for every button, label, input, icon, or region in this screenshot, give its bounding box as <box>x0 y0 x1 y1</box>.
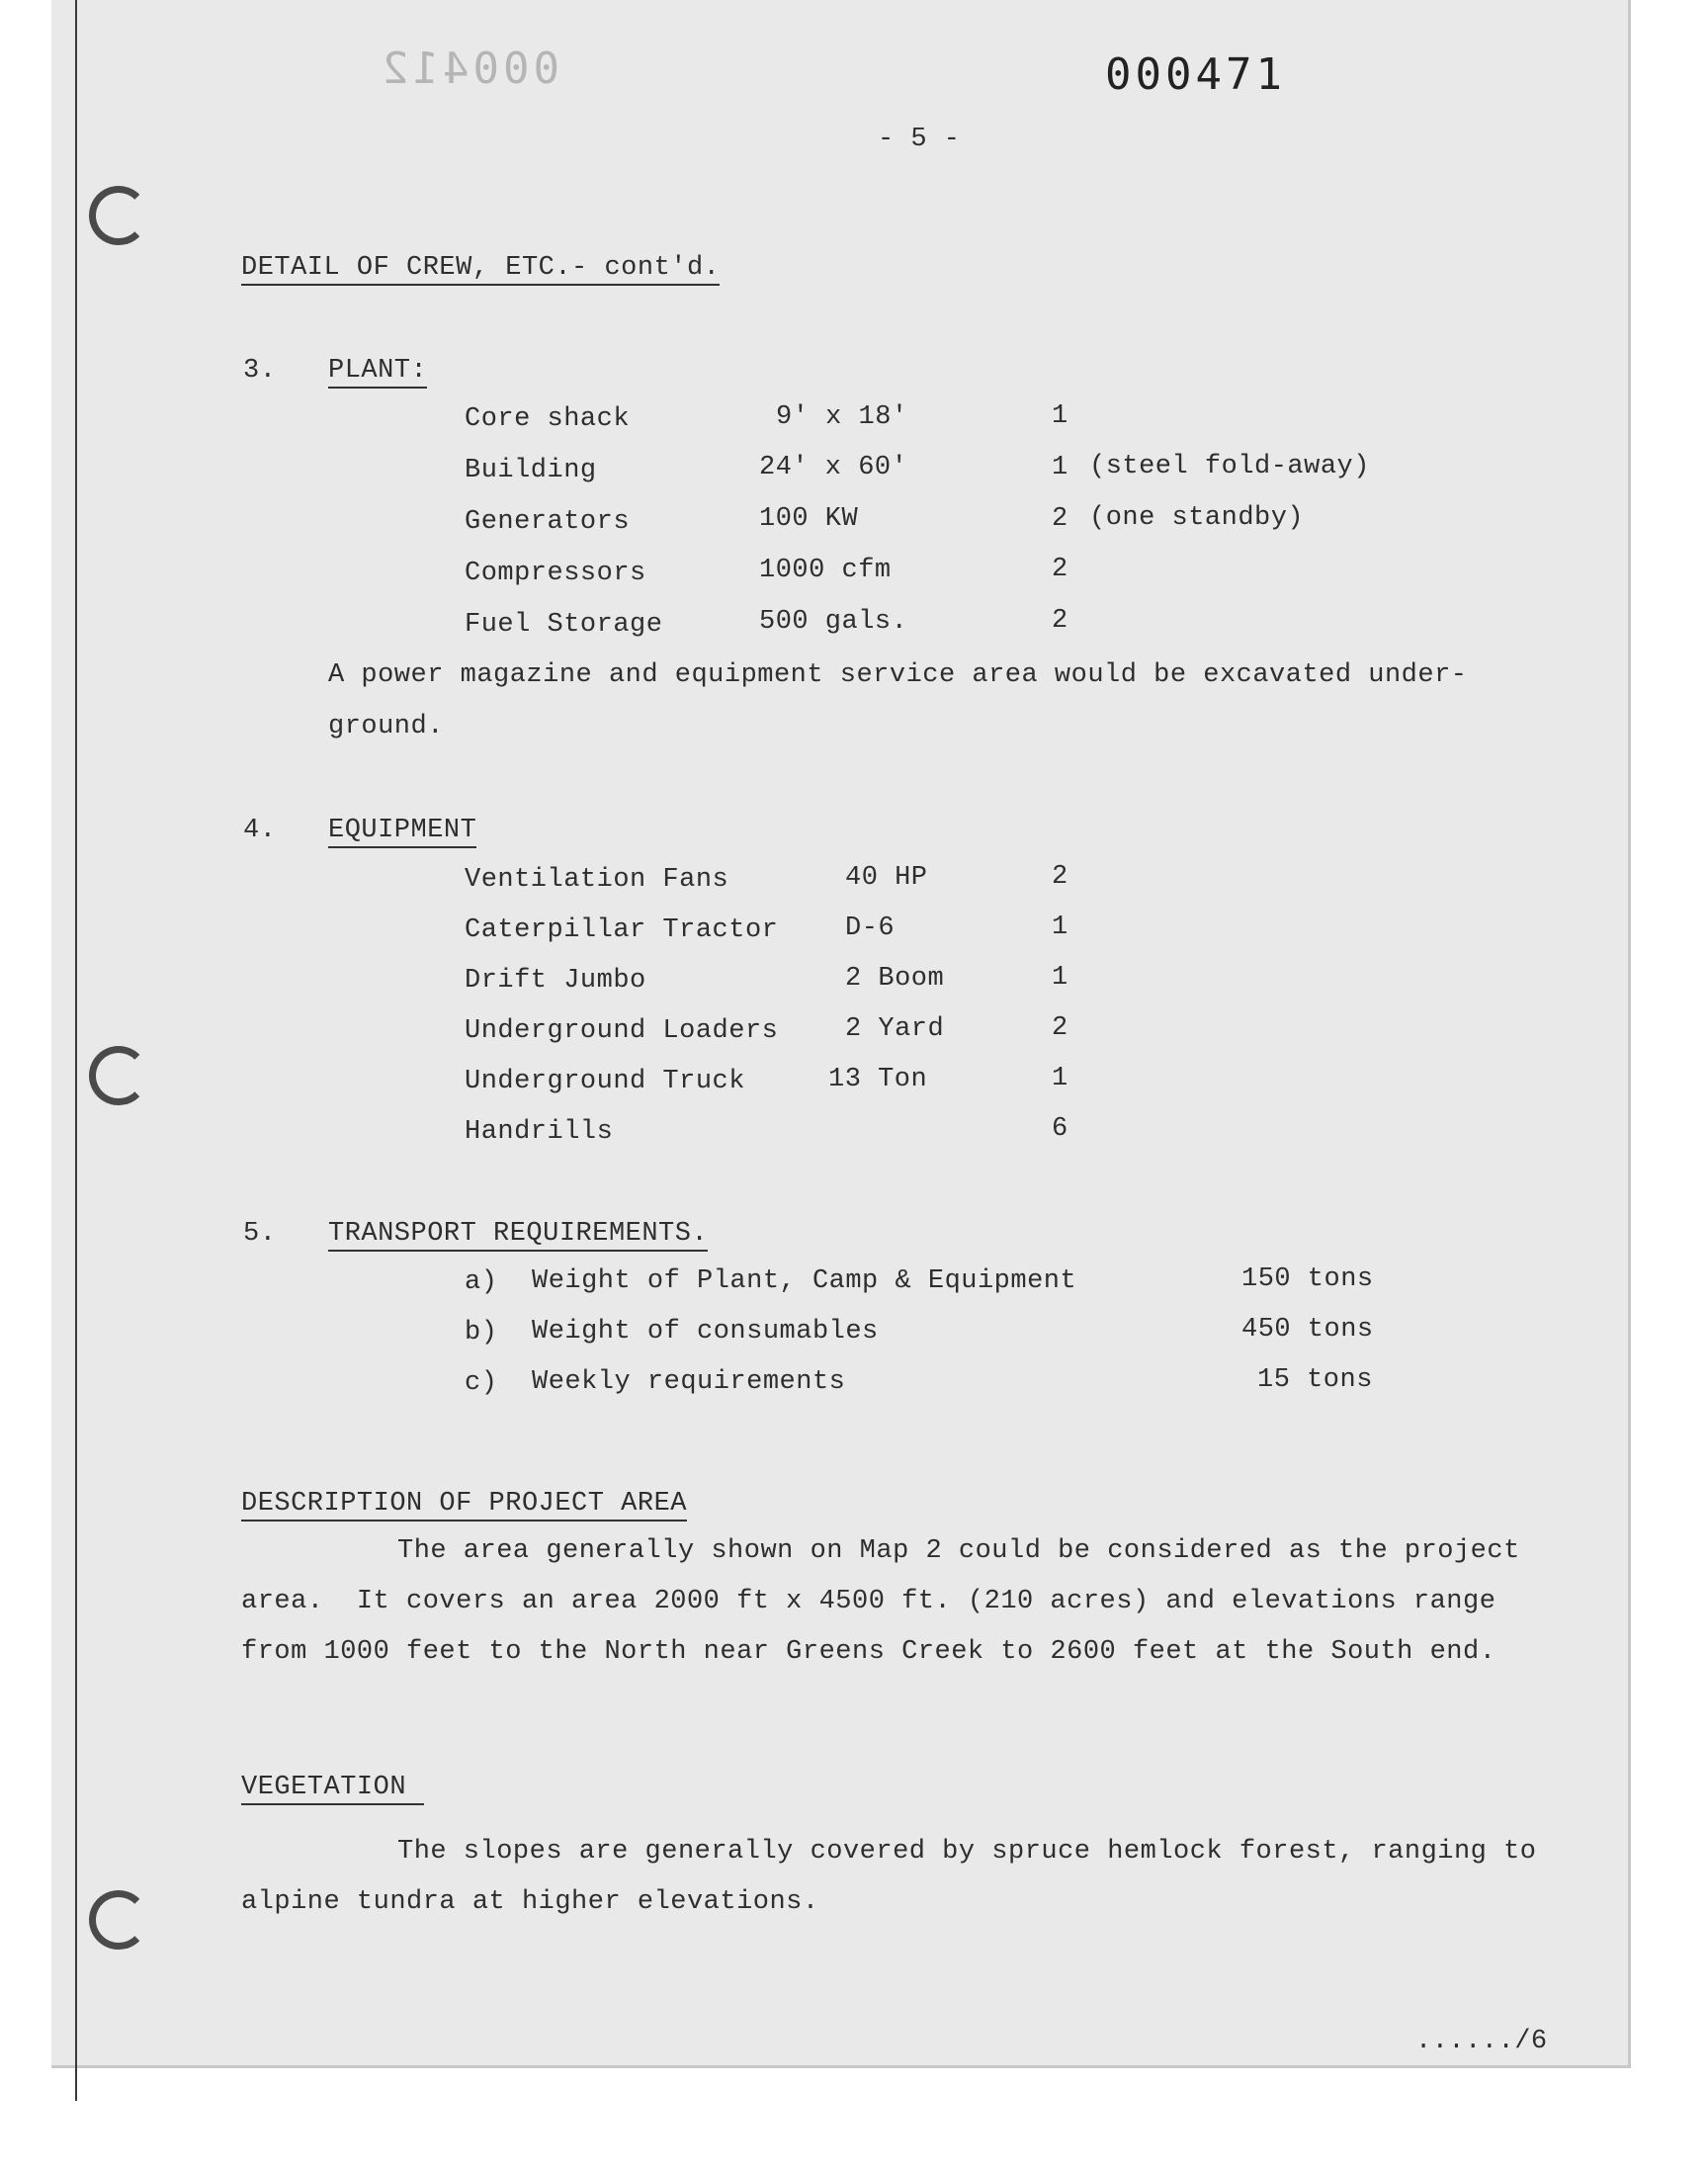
transport-letter: c) <box>465 1368 498 1398</box>
plant-qty: 2 <box>1052 606 1068 636</box>
page-number: - 5 - <box>878 125 961 154</box>
plant-note: (steel fold-away) <box>1089 452 1370 481</box>
plant-qty: 1 <box>1052 401 1068 431</box>
punch-hole-top <box>89 186 148 245</box>
transport-value: 450 tons <box>1241 1315 1374 1345</box>
vegetation-line: alpine tundra at higher elevations. <box>241 1887 819 1917</box>
mirrored-stamp-number: 000412 <box>379 44 559 94</box>
equipment-qty: 1 <box>1052 963 1068 993</box>
plant-number: 3. <box>243 356 277 386</box>
transport-letter: a) <box>465 1267 498 1297</box>
section-heading: DETAIL OF CREW, ETC.- cont'd. <box>241 255 720 286</box>
plant-size: 9' x 18' <box>776 402 908 432</box>
equipment-number: 4. <box>243 816 277 845</box>
plant-qty: 2 <box>1052 555 1068 584</box>
page-margin-line <box>75 0 77 2101</box>
plant-item: Fuel Storage <box>465 610 663 640</box>
equipment-item: Ventilation Fans <box>465 865 729 895</box>
plant-title: PLANT: <box>328 358 427 389</box>
plant-item: Building <box>465 456 597 485</box>
continuation-marker: ....../6 <box>1415 2027 1548 2056</box>
document-page <box>51 0 1631 2068</box>
document-number-stamp: 000471 <box>1105 49 1286 100</box>
equipment-item: Handrills <box>465 1117 614 1147</box>
equipment-qty: 6 <box>1052 1114 1068 1144</box>
plant-item: Compressors <box>465 559 646 588</box>
equipment-item: Underground Loaders <box>465 1016 779 1046</box>
equipment-item: Underground Truck <box>465 1067 745 1096</box>
transport-label: Weight of consumables <box>532 1317 879 1347</box>
plant-note-line: ground. <box>328 712 444 741</box>
equipment-qty: 1 <box>1052 1064 1068 1093</box>
project-area-line: area. It covers an area 2000 ft x 4500 ft. (210 acres) and elevations range <box>241 1587 1496 1616</box>
plant-size: 24' x 60' <box>759 453 908 482</box>
plant-note: (one standby) <box>1089 503 1305 533</box>
punch-hole-middle <box>89 1046 148 1105</box>
equipment-item: Drift Jumbo <box>465 966 646 996</box>
equipment-title: EQUIPMENT <box>328 818 476 848</box>
vegetation-title: VEGETATION <box>241 1775 424 1805</box>
transport-letter: b) <box>465 1318 498 1348</box>
transport-value: 15 tons <box>1257 1365 1373 1395</box>
equipment-spec: 2 Boom <box>845 964 945 994</box>
transport-number: 5. <box>243 1219 277 1249</box>
plant-qty: 1 <box>1052 453 1068 482</box>
plant-size: 1000 cfm <box>759 556 892 585</box>
equipment-qty: 2 <box>1052 1013 1068 1043</box>
punch-hole-bottom <box>89 1890 148 1950</box>
plant-item: Generators <box>465 507 631 537</box>
plant-note-line: A power magazine and equipment service area would be excavated under- <box>328 660 1468 690</box>
plant-size: 500 gals. <box>759 607 908 637</box>
equipment-spec: 13 Ton <box>828 1065 928 1094</box>
transport-value: 150 tons <box>1241 1264 1374 1294</box>
project-area-title: DESCRIPTION OF PROJECT AREA <box>241 1491 687 1522</box>
project-area-line: The area generally shown on Map 2 could be considered as the project <box>397 1536 1520 1566</box>
transport-title: TRANSPORT REQUIREMENTS. <box>328 1221 708 1252</box>
equipment-qty: 1 <box>1052 913 1068 942</box>
plant-size: 100 KW <box>759 504 859 534</box>
vegetation-line: The slopes are generally covered by spruce hemlock forest, ranging to <box>397 1837 1537 1867</box>
plant-item: Core shack <box>465 404 631 434</box>
equipment-spec: D-6 <box>845 914 896 943</box>
project-area-line: from 1000 feet to the North near Greens Creek to 2600 feet at the South end. <box>241 1637 1496 1667</box>
equipment-spec: 2 Yard <box>845 1014 945 1044</box>
transport-label: Weekly requirements <box>532 1367 846 1397</box>
plant-qty: 2 <box>1052 504 1068 534</box>
transport-label: Weight of Plant, Camp & Equipment <box>532 1266 1077 1296</box>
equipment-item: Caterpillar Tractor <box>465 915 779 945</box>
equipment-qty: 2 <box>1052 862 1068 892</box>
equipment-spec: 40 HP <box>845 863 928 893</box>
